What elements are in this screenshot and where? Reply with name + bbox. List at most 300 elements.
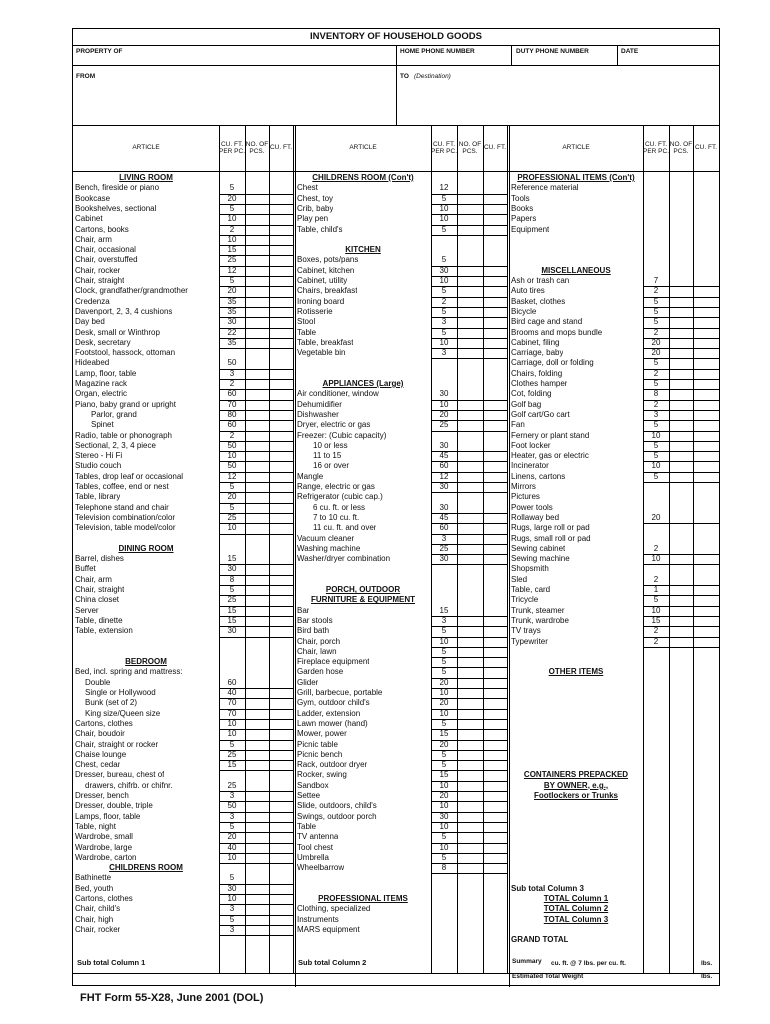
- inventory-row: [509, 615, 661, 626]
- cuft-value: 5: [653, 358, 659, 368]
- inventory-row: [295, 925, 431, 935]
- inventory-row: [295, 502, 449, 513]
- article-name: Vacuum cleaner: [297, 533, 355, 543]
- article-name: Tool chest: [297, 842, 334, 852]
- inventory-row: [73, 482, 235, 492]
- inventory-row: [509, 564, 643, 574]
- inventory-row: [509, 379, 659, 389]
- article-header: ARTICLE: [132, 144, 160, 152]
- inventory-row: [295, 718, 447, 729]
- article-name: Sandbox: [297, 780, 329, 790]
- inventory-row: [73, 523, 237, 533]
- inventory-row: [509, 647, 643, 657]
- article-name: Heater, gas or electric: [511, 451, 589, 461]
- inventory-row: [73, 791, 235, 801]
- article-name: Dehumidifier: [297, 399, 342, 409]
- article-name: PROFESSIONAL ITEMS (Con't): [517, 173, 635, 182]
- summary-rate: cu. ft. @ 7 lbs. per cu. ft.: [551, 960, 626, 967]
- cuft-value: 20: [651, 512, 661, 522]
- cuft-value: 10: [227, 718, 237, 728]
- article-name: TOTAL Column 3: [543, 914, 609, 924]
- inventory-row: [509, 585, 659, 595]
- row-rule: [431, 492, 507, 493]
- row-rule: [643, 482, 719, 483]
- cuft-value: 2: [653, 543, 659, 553]
- article-name: Books: [511, 203, 534, 213]
- article-name: Chaise lounge: [75, 749, 127, 759]
- cuft-value: 60: [227, 420, 237, 430]
- cuft-value: 25: [439, 420, 449, 430]
- inventory-row: [73, 534, 219, 544]
- cuft-value: 20: [439, 677, 449, 687]
- article-name: Chair, straight: [75, 585, 125, 594]
- article-name: Slide, outdoors, child's: [297, 801, 377, 811]
- cuft-value: 30: [227, 626, 237, 636]
- article-name: Dresser, bench: [75, 791, 129, 800]
- inventory-row: [509, 266, 643, 276]
- inventory-row: [509, 368, 659, 379]
- article-name: Garden hose: [297, 667, 344, 677]
- cuft-per-pc-header: CU. FT. PER PC.: [643, 140, 670, 155]
- inventory-row: [73, 688, 237, 698]
- inventory-row: [295, 657, 447, 667]
- cuft-value: 5: [653, 296, 659, 306]
- article-name: Clock, grandfather/grandmother: [75, 286, 188, 296]
- inventory-row: [509, 296, 659, 307]
- inventory-row: [73, 760, 237, 770]
- inventory-row: [295, 626, 447, 636]
- article-name: Bar: [297, 605, 310, 615]
- inventory-row: [509, 225, 643, 235]
- cu-ft-header: CU. FT.: [269, 144, 293, 152]
- inventory-row: [73, 337, 237, 348]
- inventory-row: [509, 678, 643, 688]
- inventory-row: [295, 451, 449, 461]
- cuft-value: 10: [227, 214, 237, 224]
- inventory-row: [295, 585, 431, 595]
- inventory-row: [73, 461, 237, 471]
- inventory-row: [295, 317, 447, 327]
- inventory-row: [73, 615, 237, 626]
- inventory-row: [295, 173, 431, 183]
- inventory-row: [509, 843, 643, 853]
- article-name: Wardrobe, small: [75, 832, 133, 842]
- cuft-value: 15: [439, 605, 449, 615]
- article-name: Single or Hollywood: [85, 688, 156, 697]
- cuft-value: 5: [441, 193, 447, 203]
- inventory-row: [509, 503, 643, 513]
- article-name: 6 cu. ft. or less: [313, 502, 366, 512]
- article-name: Television, table model/color: [75, 523, 176, 533]
- article-name: Barrel, dishes: [75, 554, 124, 564]
- cuft-value: 50: [227, 801, 237, 811]
- inventory-row: [73, 708, 237, 719]
- cuft-value: 10: [651, 461, 661, 471]
- row-rule: [219, 348, 293, 349]
- inventory-row: [295, 729, 449, 739]
- article-name: Telephone stand and chair: [75, 502, 169, 512]
- inventory-row: [509, 440, 659, 451]
- article-name: Table, dinette: [75, 615, 123, 625]
- inventory-row: [509, 471, 659, 482]
- inventory-row: [295, 780, 449, 791]
- inventory-row: [509, 729, 643, 739]
- article-name: Instruments: [297, 914, 339, 924]
- inventory-row: [73, 399, 237, 410]
- cuft-value: 10: [651, 554, 661, 564]
- inventory-row: [73, 430, 235, 441]
- cuft-value: 2: [229, 224, 235, 234]
- inventory-row: [295, 348, 447, 358]
- article-name: Bookcase: [75, 193, 111, 203]
- inventory-row: [509, 235, 643, 245]
- article-name: Credenza: [75, 296, 110, 306]
- inventory-row: [295, 811, 449, 822]
- inventory-row: [509, 698, 643, 708]
- inventory-row: [73, 894, 237, 904]
- summary-lbs-1: lbs.: [701, 960, 713, 967]
- cuft-value: 20: [439, 739, 449, 749]
- article-name: Washer/dryer combination: [297, 554, 391, 564]
- cuft-value: 25: [227, 255, 237, 265]
- inventory-row: [509, 657, 643, 667]
- inventory-row: [295, 677, 449, 688]
- article-name: Bathinette: [75, 873, 112, 883]
- inventory-row: [73, 729, 237, 739]
- row-rule: [219, 637, 293, 638]
- article-name: Spinet: [91, 420, 114, 430]
- article-name: Footlockers or Trunks: [533, 791, 619, 800]
- cuft-value: 25: [227, 512, 237, 522]
- article-name: China closet: [75, 595, 120, 605]
- cuft-value: 40: [227, 688, 237, 697]
- cuft-value: 10: [439, 708, 449, 718]
- article-name: PROFESSIONAL ITEMS: [318, 894, 408, 903]
- inventory-row: [509, 863, 643, 873]
- cuft-value: 50: [227, 461, 237, 471]
- article-name: TV trays: [511, 626, 541, 636]
- article-name: Brooms and mops bundle: [511, 327, 603, 337]
- article-name: Tables, drop leaf or occasional: [75, 471, 184, 481]
- inventory-row: [295, 646, 447, 657]
- row-rule: [219, 863, 293, 864]
- cuft-value: 2: [229, 379, 235, 388]
- inventory-row: [509, 688, 643, 698]
- inventory-row: [295, 667, 447, 677]
- inventory-row: [73, 276, 235, 286]
- inventory-row: [295, 605, 449, 616]
- article-name: Fernery or plant stand: [511, 430, 590, 440]
- inventory-row: [509, 183, 643, 193]
- article-name: Chair, arm: [75, 234, 112, 244]
- cuft-value: 12: [227, 265, 237, 275]
- article-name: Chest, cedar: [75, 760, 121, 770]
- row-rule: [431, 358, 507, 359]
- inventory-row: [295, 801, 449, 811]
- cuft-value: 60: [227, 677, 237, 687]
- article-name: Server: [75, 605, 99, 615]
- article-name: Bunk (set of 2): [85, 698, 138, 708]
- article-name: Swings, outdoor porch: [297, 811, 377, 821]
- article-name: Clothing, specialized: [297, 904, 371, 914]
- inventory-row: [73, 183, 235, 193]
- inventory-row: [509, 358, 659, 368]
- inventory-row: [509, 461, 661, 471]
- cuft-value: 10: [439, 688, 449, 697]
- article-name: TOTAL Column 1: [543, 894, 609, 903]
- inventory-row: [73, 368, 235, 379]
- row-rule: [431, 564, 507, 565]
- inventory-row: [295, 770, 449, 780]
- article-name: Glider: [297, 677, 319, 687]
- article-name: Pictures: [511, 492, 540, 502]
- article-name: Reference material: [511, 183, 579, 193]
- inventory-row: [295, 842, 449, 853]
- cuft-value: 25: [227, 780, 237, 790]
- cuft-value: 22: [227, 327, 237, 337]
- inventory-row: [295, 915, 431, 925]
- inventory-row: [509, 884, 643, 894]
- article-name: Trunk, steamer: [511, 605, 565, 615]
- cuft-value: 1: [653, 585, 659, 594]
- article-name: Piano, baby grand or upright: [75, 399, 176, 409]
- cuft-value: 12: [227, 471, 237, 481]
- article-name: Rugs, small roll or pad: [511, 533, 591, 543]
- cuft-value: 2: [653, 626, 659, 636]
- cuft-value: 20: [439, 791, 449, 800]
- article-name: Freezer: (Cubic capacity): [297, 430, 387, 440]
- cuft-value: 25: [439, 543, 449, 553]
- no-of-pcs-header: NO. OF PCS.: [669, 140, 693, 155]
- inventory-row: [73, 924, 235, 935]
- inventory-row: [73, 647, 219, 657]
- row-rule: [643, 647, 719, 648]
- article-name: Incinerator: [511, 461, 549, 471]
- article-name: Chairs, folding: [511, 368, 563, 378]
- article-name: Cabinet, utility: [297, 276, 348, 285]
- inventory-row: [73, 471, 237, 482]
- article-name: 16 or over: [313, 461, 350, 471]
- inventory-row: [73, 512, 237, 523]
- article-name: Table, card: [511, 585, 551, 594]
- inventory-row: [509, 306, 659, 317]
- article-name: Bird bath: [297, 626, 330, 636]
- inventory-row: [295, 615, 447, 626]
- article-name: Dryer, electric or gas: [297, 420, 371, 430]
- article-name: Davenport, 2, 3, 4 cushions: [75, 306, 173, 316]
- article-name: Bookshelves, sectional: [75, 203, 157, 213]
- inventory-row: [509, 194, 643, 204]
- article-name: Chest, toy: [297, 193, 334, 203]
- inventory-row: [73, 667, 219, 677]
- inventory-row: [73, 863, 219, 873]
- cuft-value: 20: [439, 698, 449, 708]
- article-name: Bicycle: [511, 306, 537, 316]
- inventory-row: [295, 595, 431, 605]
- article-name: BY OWNER, e.g.,: [543, 780, 609, 790]
- article-name: Rocker, swing: [297, 770, 347, 780]
- cuft-value: 5: [441, 852, 447, 862]
- article-name: CHILDRENS ROOM: [109, 863, 183, 873]
- inventory-row: [73, 852, 237, 863]
- article-name: OTHER ITEMS: [548, 667, 604, 677]
- inventory-row: [509, 399, 659, 410]
- cuft-value: 10: [227, 451, 237, 461]
- cuft-value: 50: [227, 440, 237, 450]
- inventory-row: [73, 234, 237, 245]
- subtotal-col2: Sub total Column 2: [298, 958, 367, 967]
- article-name: Day bed: [75, 317, 105, 327]
- inventory-row: [509, 245, 643, 255]
- col1-list: [73, 171, 293, 973]
- inventory-row: [295, 575, 431, 585]
- cuft-value: 45: [439, 512, 449, 522]
- cuft-value: 30: [439, 554, 449, 564]
- inventory-row: [509, 482, 643, 492]
- inventory-form: [72, 28, 720, 986]
- inventory-row: [73, 585, 235, 595]
- article-name: GRAND TOTAL: [511, 935, 569, 945]
- cuft-value: 25: [227, 595, 237, 605]
- article-name: Cartons, books: [75, 224, 129, 234]
- inventory-row: [73, 286, 237, 296]
- inventory-row: [295, 554, 449, 564]
- inventory-row: [509, 873, 643, 883]
- inventory-row: [509, 286, 659, 296]
- inventory-row: [509, 740, 643, 750]
- cuft-value: 35: [227, 337, 237, 347]
- article-header: ARTICLE: [562, 144, 590, 152]
- inventory-row: [73, 214, 237, 224]
- cuft-value: 10: [439, 337, 449, 347]
- cuft-value: 10: [439, 399, 449, 409]
- article-name: Rack, outdoor dryer: [297, 760, 368, 770]
- cuft-value: 2: [229, 430, 235, 440]
- article-name: PORCH, OUTDOOR: [325, 585, 401, 594]
- inventory-row: [73, 245, 237, 255]
- inventory-row: [509, 348, 661, 358]
- cuft-value: 15: [439, 729, 449, 739]
- inventory-row: [509, 492, 643, 502]
- article-name: CONTAINERS PREPACKED: [523, 770, 629, 780]
- article-name: Table, library: [75, 492, 121, 502]
- article-name: 7 to 10 cu. ft.: [313, 512, 360, 522]
- inventory-row: [73, 492, 237, 502]
- cu-ft-header: CU. FT.: [694, 144, 718, 152]
- article-name: Wardrobe, carton: [75, 852, 137, 862]
- inventory-row: [509, 389, 659, 399]
- inventory-row: [73, 749, 237, 760]
- cuft-value: 5: [441, 718, 447, 728]
- article-name: MISCELLANEOUS: [541, 265, 611, 275]
- cuft-value: 5: [653, 420, 659, 430]
- cuft-value: 8: [441, 863, 447, 873]
- cuft-value: 3: [441, 317, 447, 327]
- cuft-value: 10: [439, 203, 449, 213]
- cuft-value: 15: [651, 615, 661, 625]
- inventory-row: [295, 873, 431, 883]
- cuft-value: 5: [229, 482, 235, 491]
- article-name: Sled: [511, 574, 528, 584]
- inventory-row: [73, 626, 237, 636]
- cuft-value: 5: [229, 821, 235, 831]
- article-name: Chair, occasional: [75, 245, 136, 255]
- cuft-value: 10: [651, 430, 661, 440]
- inventory-row: [509, 781, 643, 791]
- inventory-row: [295, 523, 449, 533]
- article-name: Ladder, extension: [297, 708, 361, 718]
- inventory-row: [295, 389, 449, 399]
- cuft-value: 3: [653, 409, 659, 419]
- estimated-weight-label: Estimated Total Weight: [512, 973, 584, 980]
- inventory-row: [73, 873, 235, 883]
- article-name: Tables, coffee, end or nest: [75, 482, 169, 491]
- inventory-row: [73, 801, 237, 811]
- article-name: Carriage, doll or folding: [511, 358, 594, 368]
- inventory-row: [295, 431, 431, 441]
- cuft-value: 5: [229, 739, 235, 749]
- cuft-value: 70: [227, 708, 237, 718]
- inventory-row: [295, 482, 449, 492]
- cuft-value: 15: [227, 760, 237, 770]
- article-name: Dresser, double, triple: [75, 801, 153, 811]
- cuft-value: 15: [227, 615, 237, 625]
- inventory-row: [73, 348, 219, 358]
- cuft-value: 5: [653, 440, 659, 450]
- article-name: Lamps, floor, table: [75, 811, 141, 821]
- inventory-row: [509, 327, 659, 338]
- no-of-pcs-header: NO. OF PCS.: [245, 140, 269, 155]
- article-name: BEDROOM: [125, 657, 167, 667]
- article-name: Chair, porch: [297, 636, 341, 646]
- article-name: Chair, high: [75, 914, 114, 924]
- article-name: Mangle: [297, 471, 324, 481]
- article-name: Rotisserie: [297, 306, 333, 316]
- cuft-value: 10: [439, 842, 449, 852]
- home-phone-label: HOME PHONE NUMBER: [400, 48, 475, 55]
- inventory-row: [73, 883, 237, 894]
- cuft-value: 3: [229, 811, 235, 821]
- article-name: Tools: [511, 193, 530, 203]
- article-name: Desk, small or Winthrop: [75, 327, 160, 337]
- inventory-row: [73, 770, 219, 780]
- inventory-row: [295, 296, 447, 307]
- article-name: Air conditioner, window: [297, 389, 379, 399]
- inventory-row: [295, 894, 431, 904]
- article-name: King size/Queen size: [85, 708, 161, 718]
- cuft-value: 50: [227, 358, 237, 368]
- cuft-value: 7: [653, 276, 659, 285]
- cuft-value: 5: [653, 379, 659, 388]
- cuft-value: 70: [227, 399, 237, 409]
- cuft-value: 15: [439, 770, 449, 780]
- article-name: Footstool, hassock, ottoman: [75, 348, 176, 358]
- article-name: Dresser, bureau, chest of: [75, 770, 165, 780]
- inventory-row: [295, 461, 449, 471]
- cuft-value: 5: [229, 502, 235, 512]
- cuft-value: 2: [653, 574, 659, 584]
- cuft-value: 60: [439, 461, 449, 471]
- cuft-per-pc-header: CU. FT. PER PC.: [431, 140, 458, 155]
- cuft-value: 5: [229, 183, 235, 193]
- cuft-value: 30: [439, 482, 449, 491]
- row-rule: [219, 770, 293, 771]
- inventory-row: [509, 543, 659, 554]
- inventory-row: [295, 255, 447, 265]
- article-name: Buffet: [75, 564, 96, 574]
- article-name: KITCHEN: [345, 245, 381, 255]
- inventory-row: [509, 801, 643, 811]
